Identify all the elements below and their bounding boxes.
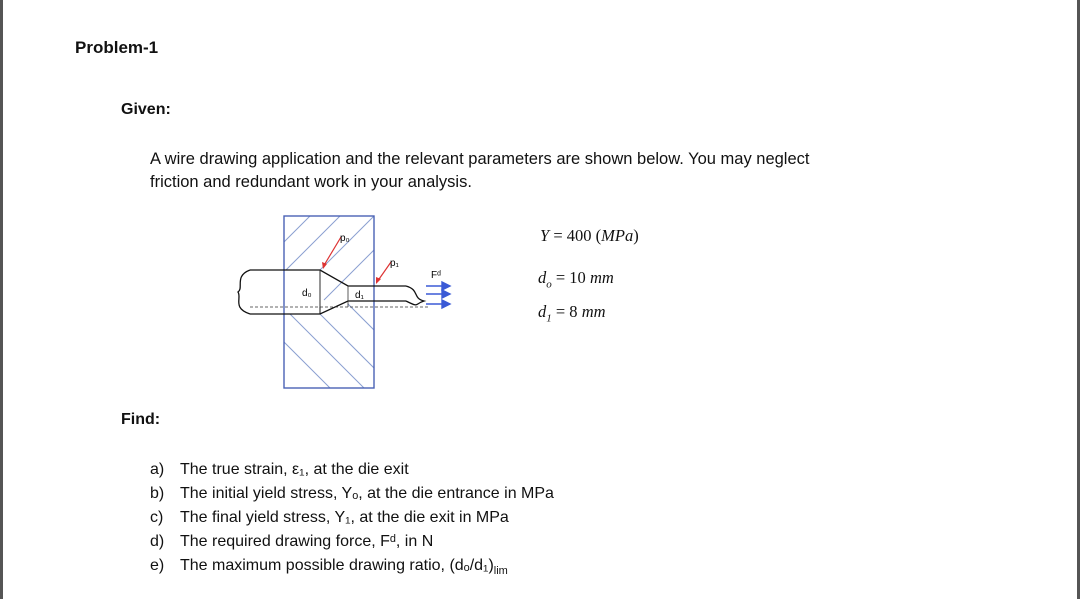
list-item: c) The final yield stress, Y₁, at the die exit in MPa [150,509,509,526]
eq-yield-stress: Y = 400 (MPa) [540,226,639,245]
list-item: e) The maximum possible drawing ratio, $(d_o/d_1)_{lim}$ [150,557,508,578]
p1-label: p₁ [390,258,399,269]
list-item: b) The initial yield stress, Yₒ, at the die entrance in MPa [150,485,554,502]
eq-d1: $d_1 = 8$ mm [538,302,606,325]
problem-title: Problem-1 [75,38,159,57]
die-hatch-bottom [284,304,408,397]
window-frame-left [0,0,3,599]
list-item: d) The required drawing force, Fᵈ, in N [150,533,434,550]
d0-label: d₀ [302,288,312,299]
given-description [150,148,910,194]
p0-label: p₀ [340,233,350,244]
eq-d0: $d_o = 10$ mm [538,268,614,291]
d1-label: d₁ [355,290,364,301]
list-item: a) The true strain, ε₁, at the die exit [150,461,409,478]
fd-label: Fᵈ [431,270,441,281]
given-line-1: A wire drawing application and the relevant parameters are shown below. You may neglect [150,150,810,168]
die-hatch-top [284,212,408,300]
wire-entry-break [238,270,250,314]
find-list [150,458,554,583]
given-line-2: friction and redundant work in your analysis. [150,173,472,191]
wire-exit-break [406,286,424,305]
find-heading: Find: [121,411,161,428]
given-heading: Given: [121,101,171,118]
wire-drawing-diagram [228,212,478,397]
fd-arrows [426,282,450,308]
die-outline [284,216,374,388]
